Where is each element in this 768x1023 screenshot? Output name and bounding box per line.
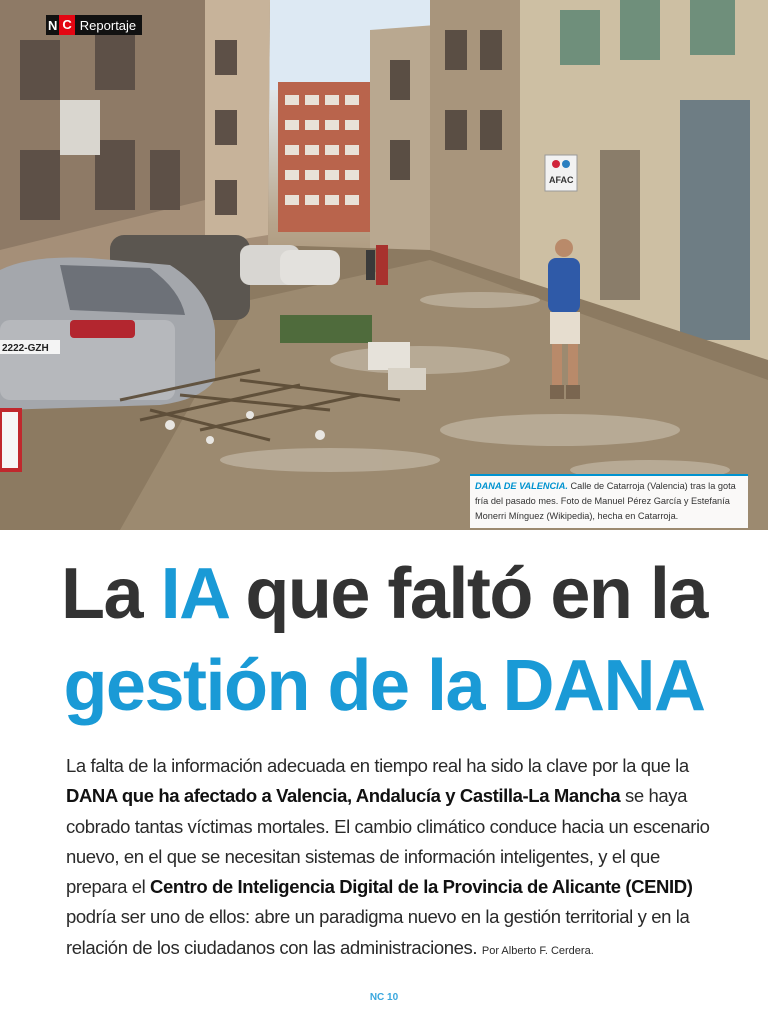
byline: Por Alberto F. Cerdera. xyxy=(481,944,594,957)
lead-bold-1: DANA que ha afectado a Valencia, Andalucía y Castilla-La Mancha xyxy=(66,785,621,807)
folio-page: 10 xyxy=(387,992,399,1003)
section-tag xyxy=(46,15,142,35)
folio-logo: NC xyxy=(369,992,385,1003)
photo-caption xyxy=(470,474,748,528)
caption-highlight: DANA DE VALENCIA. xyxy=(475,481,568,491)
lead-bold-2: Centro de Inteligencia Digital de la Provincia de Alicante (CENID) xyxy=(150,876,693,898)
nc-logo: N C xyxy=(46,15,75,35)
afac-sign: AFAC xyxy=(549,175,574,185)
section-label: Reportaje xyxy=(79,17,137,33)
caption-text: Calle de Catarroja (Valencia) tras la gota fría del pasado mes. Foto de Manuel Pérez García y Estefanía Monerri Mínguez (Wikipedia), hecha en Catarroja. xyxy=(475,481,736,521)
page-number xyxy=(0,992,768,1003)
license-plate: 2222-GZH xyxy=(2,343,49,354)
lead-paragraph: La falta de la información adecuada en tiempo real ha sido la clave por la que la DANA que ha afectado a Valencia, Andalucía y Castilla-La Mancha se haya cobrado tantas víctimas mortales. El cambio climático conduce hacia un escenario nuevo, en el que se necesitan sistemas de información inteligentes, y el que prepara el Centro de Inteligencia Digital de la Provincia de Alicante (CENID) podría ser uno de ellos: abre un paradigma nuevo en la gestión territorial y en la relación de los ciudadanos con las administraciones. Por Alberto F. Cerdera. xyxy=(66,755,710,958)
title-line-2: gestión de la DANA xyxy=(63,646,705,726)
page-title: La IA que faltó en la gestión de la DANA xyxy=(61,554,707,726)
